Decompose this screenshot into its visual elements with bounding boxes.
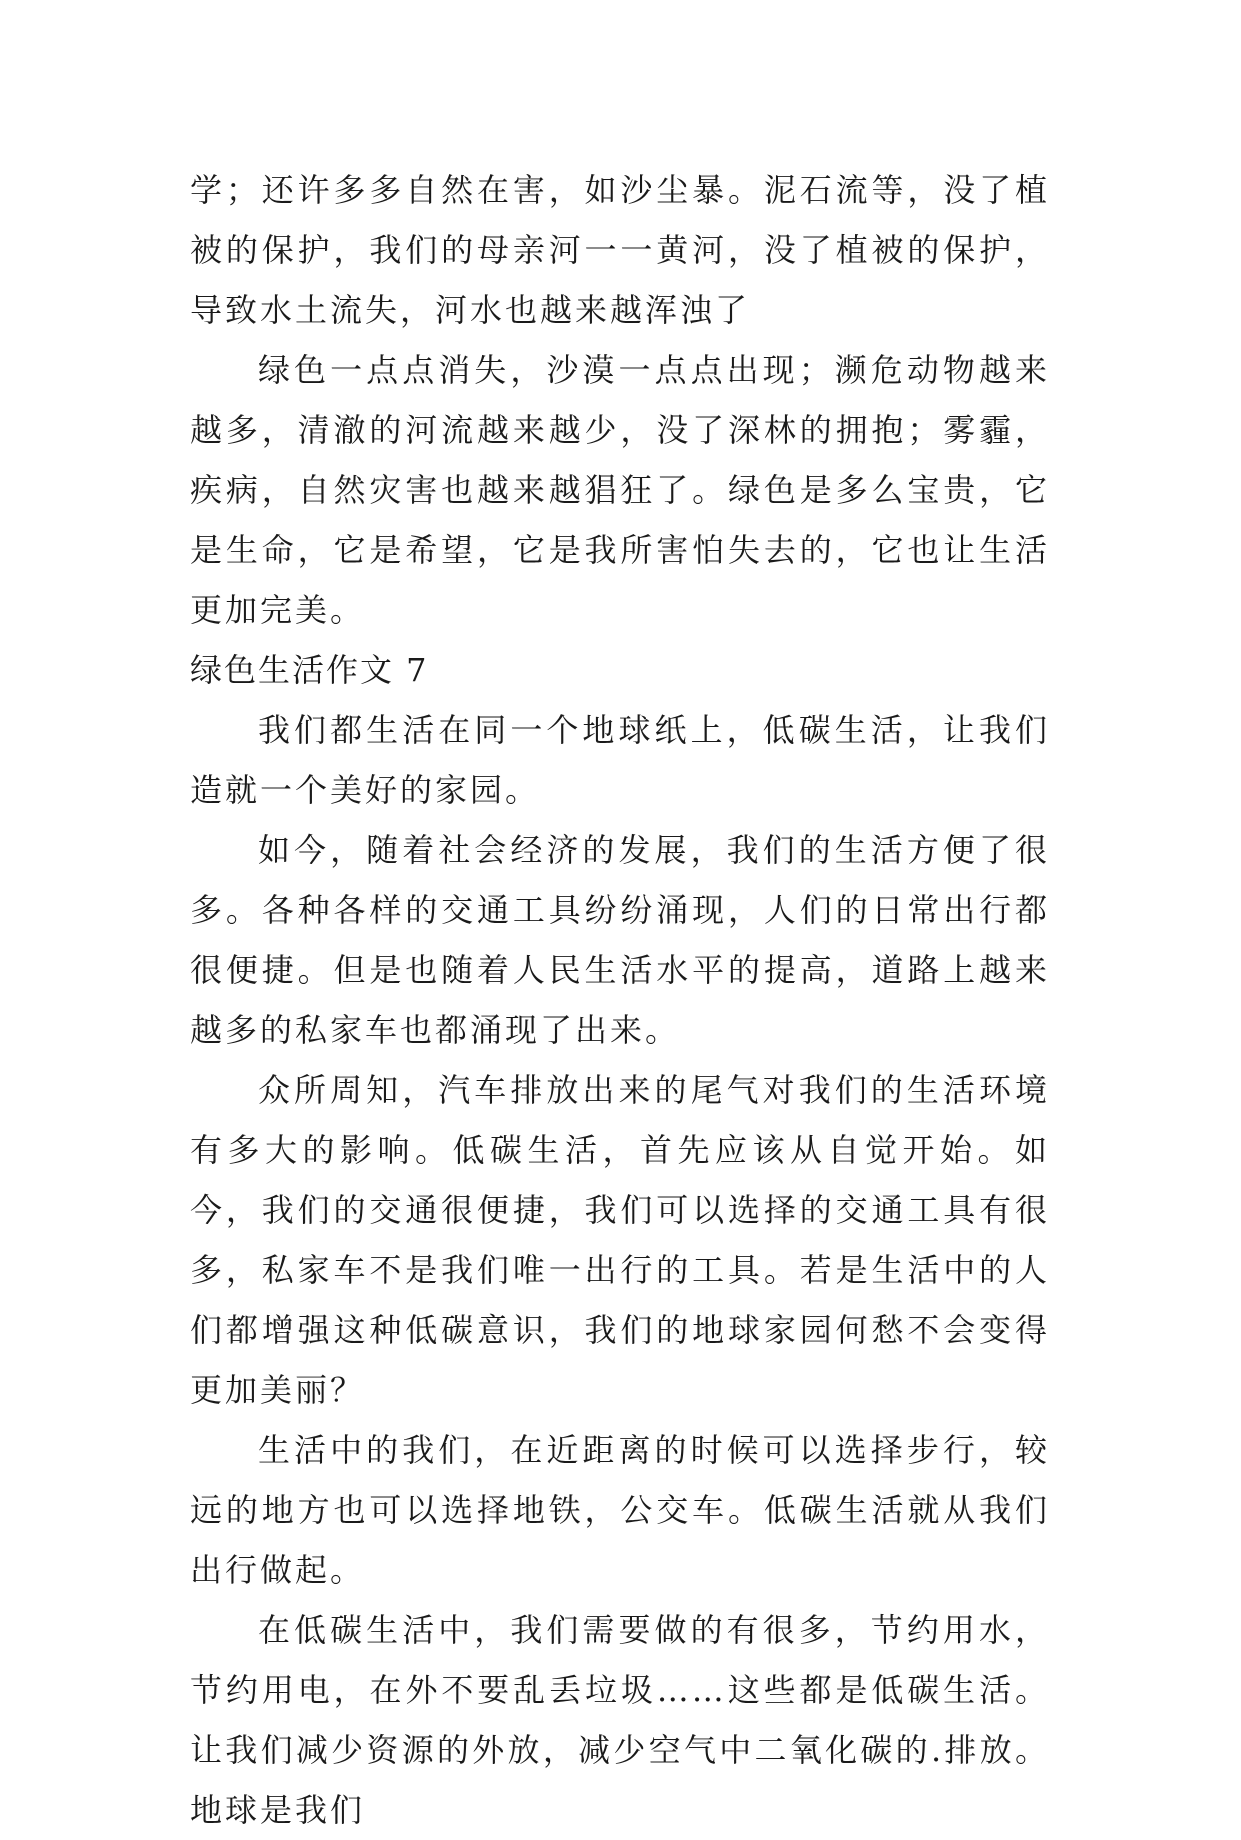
document-body <box>190 160 1050 1840</box>
essay-heading: 绿色生活作文 7 <box>190 651 429 689</box>
paragraph-green-disappearing: 绿色一点点消失，沙漠一点点出现；濒危动物越来越多，清澈的河流越来越少，没了深林的拥抱；雾霾，疾病，自然灾害也越来越猖狂了。绿色是多么宝贵，它是生命，它是希望，它是我所害怕失去的，它也让生活更加完美。 <box>190 351 1050 629</box>
paragraph-body-4: 生活中的我们，在近距离的时候可以选择步行，较远的地方也可以选择地铁，公交车。低碳生活就从我们出行做起。 <box>190 1431 1050 1589</box>
paragraph-body-3: 众所周知，汽车排放出来的尾气对我们的生活环境有多大的影响。低碳生活，首先应该从自觉开始。如今，我们的交通很便捷，我们可以选择的交通工具有很多，私家车不是我们唯一出行的工具。若是生活中的人们都增强这种低碳意识，我们的地球家园何愁不会变得更加美丽？ <box>190 1071 1050 1409</box>
paragraph-body-1: 我们都生活在同一个地球纸上，低碳生活，让我们造就一个美好的家园。 <box>190 711 1050 809</box>
paragraph-body-2: 如今，随着社会经济的发展，我们的生活方便了很多。各种各样的交通工具纷纷涌现，人们的日常出行都很便捷。但是也随着人民生活水平的提高，道路上越来越多的私家车也都涌现了出来。 <box>190 831 1050 1049</box>
paragraph-body-5: 在低碳生活中，我们需要做的有很多，节约用水，节约用电，在外不要乱丢垃圾……这些都是低碳生活。让我们减少资源的外放，减少空气中二氧化碳的.排放。地球是我们 <box>190 1611 1050 1829</box>
paragraph-continuation: 学；还许多多自然在害，如沙尘暴。泥石流等，没了植被的保护，我们的母亲河一一黄河，没了植被的保护，导致水土流失，河水也越来越浑浊了 <box>190 171 1050 329</box>
